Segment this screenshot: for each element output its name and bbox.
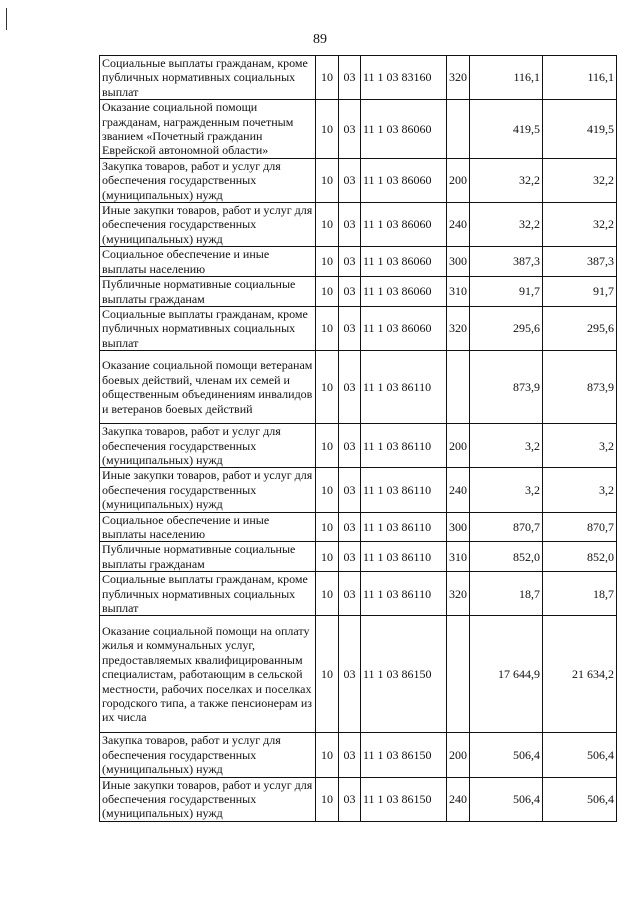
row-name: Иные закупки товаров, работ и услуг для обеспечения государственных (муниципальных) нужд <box>100 777 316 821</box>
row-subsection-code: 03 <box>339 468 361 512</box>
row-subsection-code: 03 <box>339 158 361 202</box>
row-amount-2: 419,5 <box>543 100 617 159</box>
row-target-article: 11 1 03 86150 <box>361 777 447 821</box>
row-target-article: 11 1 03 86060 <box>361 306 447 350</box>
table-row <box>100 56 617 100</box>
row-amount-2: 91,7 <box>543 277 617 307</box>
row-subsection-code: 03 <box>339 616 361 733</box>
row-section-code: 10 <box>316 56 339 100</box>
row-name: Оказание социальной помощи ветеранам боевых действий, членам их семей и общественным объединениям инвалидов и ветеранов боевых действий <box>100 351 316 424</box>
row-amount-1: 387,3 <box>470 247 543 277</box>
row-expense-type: 300 <box>447 512 470 542</box>
row-name: Закупка товаров, работ и услуг для обеспечения государственных (муниципальных) нужд <box>100 733 316 777</box>
row-amount-1: 870,7 <box>470 512 543 542</box>
row-name: Социальные выплаты гражданам, кроме публичных нормативных социальных выплат <box>100 306 316 350</box>
row-subsection-code: 03 <box>339 424 361 468</box>
table-row <box>100 351 617 424</box>
row-amount-1: 295,6 <box>470 306 543 350</box>
row-expense-type: 320 <box>447 572 470 616</box>
row-subsection-code: 03 <box>339 56 361 100</box>
row-subsection-code: 03 <box>339 542 361 572</box>
row-subsection-code: 03 <box>339 203 361 247</box>
row-section-code: 10 <box>316 542 339 572</box>
row-amount-1: 3,2 <box>470 424 543 468</box>
row-name: Социальные выплаты гражданам, кроме публичных нормативных социальных выплат <box>100 56 316 100</box>
row-amount-2: 3,2 <box>543 468 617 512</box>
table-row <box>100 777 617 821</box>
row-amount-1: 873,9 <box>470 351 543 424</box>
row-amount-1: 18,7 <box>470 572 543 616</box>
table-row <box>100 247 617 277</box>
row-name: Публичные нормативные социальные выплаты гражданам <box>100 277 316 307</box>
table-row <box>100 203 617 247</box>
row-target-article: 11 1 03 86060 <box>361 158 447 202</box>
row-target-article: 11 1 03 83160 <box>361 56 447 100</box>
page-number: 89 <box>313 32 327 47</box>
row-section-code: 10 <box>316 572 339 616</box>
row-amount-2: 506,4 <box>543 777 617 821</box>
row-subsection-code: 03 <box>339 247 361 277</box>
row-amount-1: 506,4 <box>470 777 543 821</box>
row-amount-2: 32,2 <box>543 158 617 202</box>
row-expense-type: 240 <box>447 777 470 821</box>
table-row <box>100 572 617 616</box>
row-name: Иные закупки товаров, работ и услуг для обеспечения государственных (муниципальных) нужд <box>100 203 316 247</box>
row-target-article: 11 1 03 86110 <box>361 542 447 572</box>
row-amount-1: 506,4 <box>470 733 543 777</box>
row-expense-type: 300 <box>447 247 470 277</box>
row-section-code: 10 <box>316 277 339 307</box>
table-row <box>100 100 617 159</box>
row-expense-type: 240 <box>447 468 470 512</box>
row-amount-2: 21 634,2 <box>543 616 617 733</box>
row-amount-1: 116,1 <box>470 56 543 100</box>
row-target-article: 11 1 03 86060 <box>361 203 447 247</box>
row-expense-type: 320 <box>447 56 470 100</box>
row-name: Социальные выплаты гражданам, кроме публичных нормативных социальных выплат <box>100 572 316 616</box>
table-body <box>100 56 617 822</box>
row-target-article: 11 1 03 86110 <box>361 468 447 512</box>
row-expense-type: 200 <box>447 733 470 777</box>
row-subsection-code: 03 <box>339 512 361 542</box>
row-amount-2: 870,7 <box>543 512 617 542</box>
row-amount-2: 852,0 <box>543 542 617 572</box>
row-target-article: 11 1 03 86110 <box>361 572 447 616</box>
table-row <box>100 733 617 777</box>
table-row <box>100 542 617 572</box>
row-target-article: 11 1 03 86110 <box>361 424 447 468</box>
row-amount-1: 91,7 <box>470 277 543 307</box>
table-row <box>100 512 617 542</box>
table-row <box>100 424 617 468</box>
margin-line <box>6 8 7 30</box>
row-expense-type: 320 <box>447 306 470 350</box>
table-row <box>100 306 617 350</box>
row-amount-1: 32,2 <box>470 203 543 247</box>
row-section-code: 10 <box>316 616 339 733</box>
budget-table <box>99 55 617 822</box>
row-amount-2: 295,6 <box>543 306 617 350</box>
row-expense-type <box>447 100 470 159</box>
row-amount-2: 873,9 <box>543 351 617 424</box>
row-name: Социальное обеспечение и иные выплаты населению <box>100 247 316 277</box>
row-section-code: 10 <box>316 777 339 821</box>
row-amount-1: 32,2 <box>470 158 543 202</box>
row-subsection-code: 03 <box>339 572 361 616</box>
row-name: Публичные нормативные социальные выплаты гражданам <box>100 542 316 572</box>
row-expense-type: 200 <box>447 158 470 202</box>
row-amount-1: 17 644,9 <box>470 616 543 733</box>
row-amount-1: 852,0 <box>470 542 543 572</box>
row-section-code: 10 <box>316 351 339 424</box>
row-amount-1: 419,5 <box>470 100 543 159</box>
row-amount-2: 387,3 <box>543 247 617 277</box>
row-amount-2: 116,1 <box>543 56 617 100</box>
row-name: Оказание социальной помощи гражданам, награжденным почетным званием «Почетный гражданин Еврейской автономной области» <box>100 100 316 159</box>
row-section-code: 10 <box>316 247 339 277</box>
row-target-article: 11 1 03 86150 <box>361 733 447 777</box>
row-expense-type: 310 <box>447 542 470 572</box>
row-name: Социальное обеспечение и иные выплаты населению <box>100 512 316 542</box>
table-row <box>100 468 617 512</box>
row-section-code: 10 <box>316 512 339 542</box>
row-subsection-code: 03 <box>339 777 361 821</box>
row-subsection-code: 03 <box>339 351 361 424</box>
row-name: Оказание социальной помощи на оплату жилья и коммунальных услуг, предоставляемых квалифицированным специалистам, работающим в сельской местности, рабочих поселках и поселках городского типа, а также пенсионерам из их числа <box>100 616 316 733</box>
table-row <box>100 158 617 202</box>
row-amount-2: 506,4 <box>543 733 617 777</box>
row-expense-type: 240 <box>447 203 470 247</box>
table-row <box>100 616 617 733</box>
row-expense-type: 310 <box>447 277 470 307</box>
row-target-article: 11 1 03 86060 <box>361 100 447 159</box>
row-amount-2: 32,2 <box>543 203 617 247</box>
row-target-article: 11 1 03 86060 <box>361 277 447 307</box>
row-section-code: 10 <box>316 100 339 159</box>
row-subsection-code: 03 <box>339 306 361 350</box>
row-name: Закупка товаров, работ и услуг для обеспечения государственных (муниципальных) нужд <box>100 158 316 202</box>
row-amount-2: 3,2 <box>543 424 617 468</box>
row-target-article: 11 1 03 86110 <box>361 351 447 424</box>
row-name: Закупка товаров, работ и услуг для обеспечения государственных (муниципальных) нужд <box>100 424 316 468</box>
row-amount-2: 18,7 <box>543 572 617 616</box>
row-section-code: 10 <box>316 733 339 777</box>
row-name: Иные закупки товаров, работ и услуг для обеспечения государственных (муниципальных) нужд <box>100 468 316 512</box>
row-expense-type <box>447 616 470 733</box>
row-section-code: 10 <box>316 468 339 512</box>
row-section-code: 10 <box>316 203 339 247</box>
row-section-code: 10 <box>316 158 339 202</box>
row-section-code: 10 <box>316 424 339 468</box>
row-subsection-code: 03 <box>339 733 361 777</box>
row-target-article: 11 1 03 86060 <box>361 247 447 277</box>
row-amount-1: 3,2 <box>470 468 543 512</box>
row-target-article: 11 1 03 86150 <box>361 616 447 733</box>
row-expense-type <box>447 351 470 424</box>
row-subsection-code: 03 <box>339 100 361 159</box>
table-row <box>100 277 617 307</box>
row-subsection-code: 03 <box>339 277 361 307</box>
row-target-article: 11 1 03 86110 <box>361 512 447 542</box>
row-section-code: 10 <box>316 306 339 350</box>
row-expense-type: 200 <box>447 424 470 468</box>
